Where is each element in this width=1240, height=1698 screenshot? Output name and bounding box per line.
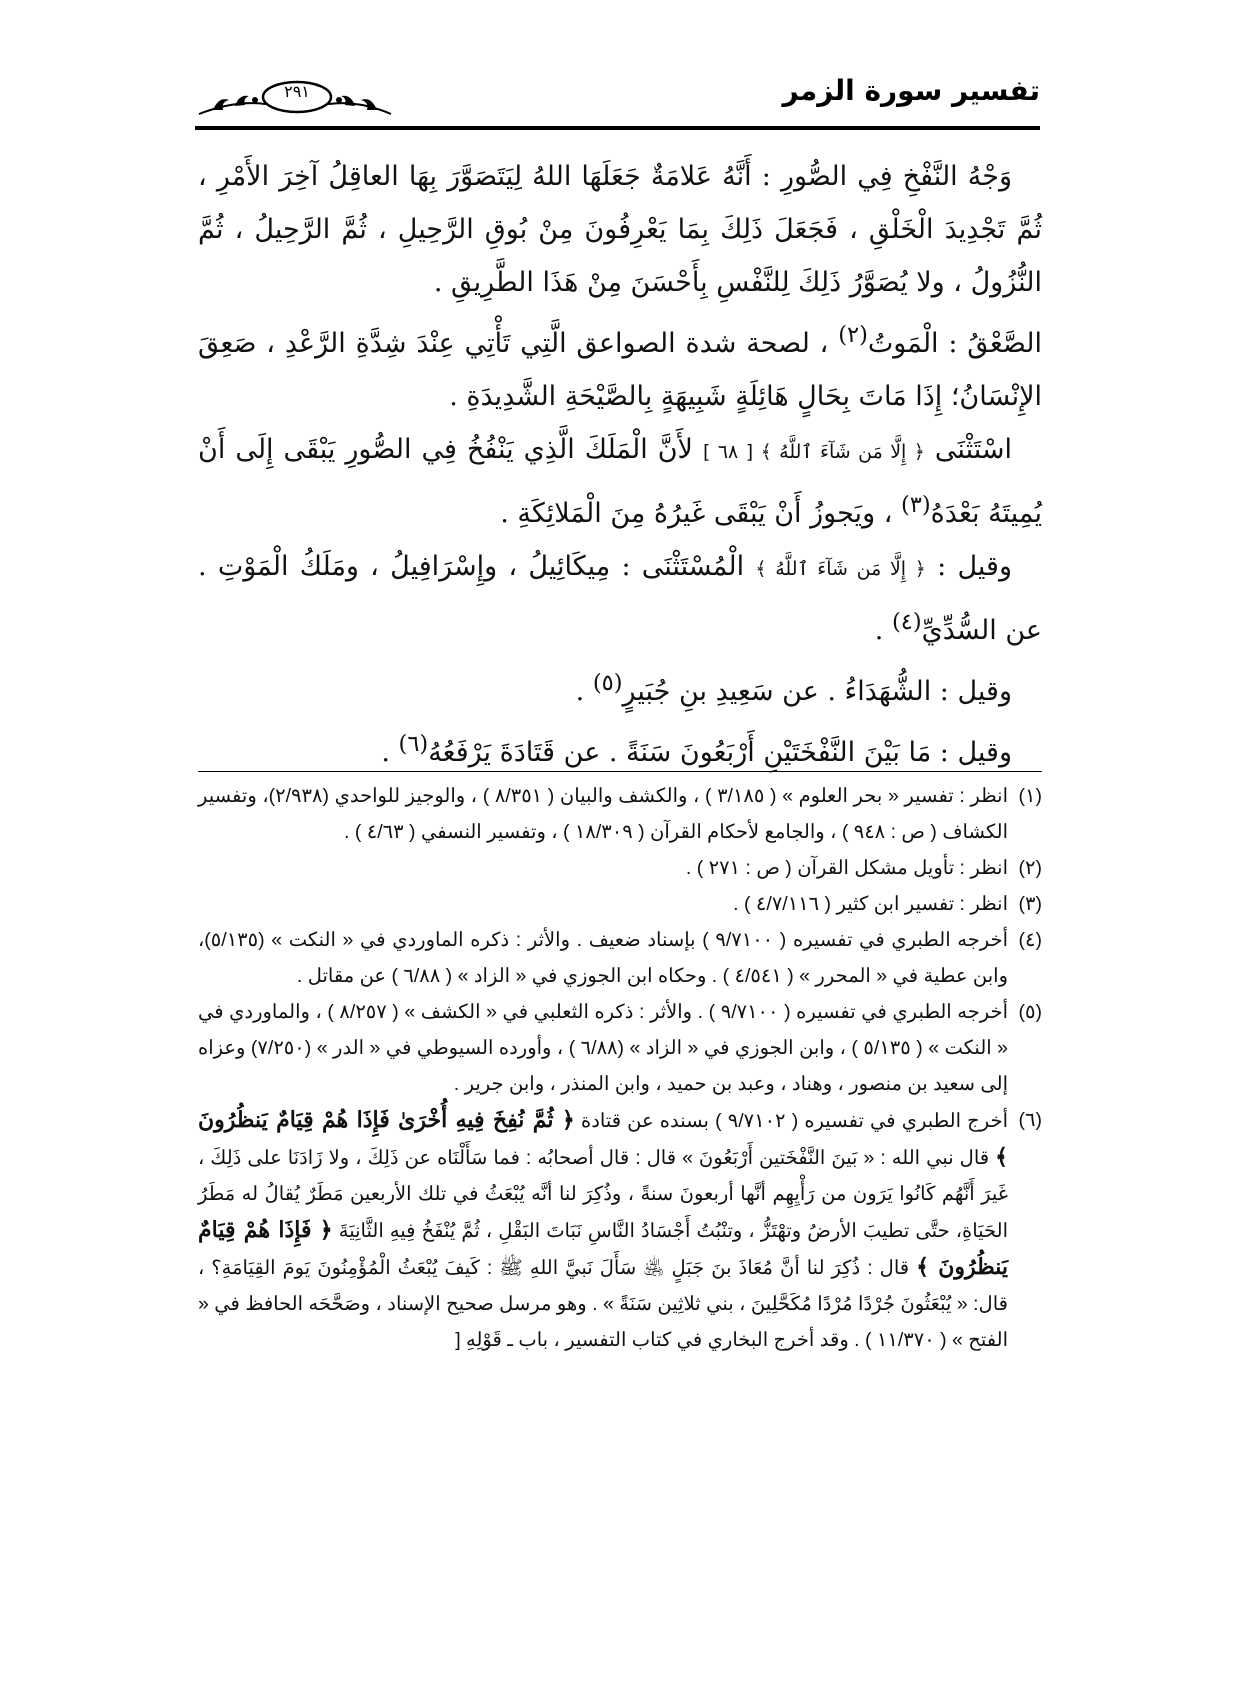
footnote-number: (٤)	[1018, 929, 1042, 951]
footnote-6-quran-2: ﴿ فَإِذَا هُمْ قِيَامٌ يَنظُرُونَ ﴾	[198, 1217, 1008, 1280]
paragraph-3-mid: لأَنَّ الْمَلَكَ الَّذِي يَنْفُخُ فِي الصُّورِ يَبْقَى إِلَى أَنْ يُمِيتَهُ بَعْدَهُ	[198, 434, 1042, 529]
footnote-6-text-2: قال نبي الله : « بَينَ النَّفْخَتين أَرْبَعُونَ » قال : قال أصحابُه : فما سَأَلْنَاه عن ذَلِكَ ، ولا زَادَنَا على ذَلِكَ ، غَيرَ أَنَّهُم كَانُوا يَرَون من رَأْيِهِم أنَّها أربعونَ سنةً ، وذُكِرَ لنا أنَّه يُبْعَثُ في تلك الأربعين مَطَرٌ يُقالُ له مَطَرُ الحَيَاةِ، حتَّى تطيبَ الأرضُ وتهْتَزُّ ، وتنْبُتُ أَجْسَادُ النَّاسِ نَبَاتَ البَقْلِ ، ثُمَّ يُنْفَخُ فِيهِ الثَّانِيَةَ	[198, 1147, 1008, 1242]
footnote-ref-2: (٢)	[838, 322, 868, 348]
footnote-ref-5: (٥)	[592, 670, 623, 696]
footnote-text: انظر : تفسير ابن كثير ( ٤/٧/١١٦ ) .	[733, 893, 1008, 915]
footnote-6	[198, 1102, 1042, 1358]
footnote-number: (٦)	[1018, 1109, 1042, 1131]
footnote-2	[198, 850, 1042, 886]
paragraph-6-end: .	[381, 737, 399, 768]
surah-title: تفسير سورة الزمر	[782, 74, 1040, 107]
footnote-4	[198, 922, 1042, 994]
paragraph-6	[198, 718, 1042, 779]
footnote-text: انظر : تأويل مشكل القرآن ( ص : ٢٧١ ) .	[685, 857, 1008, 879]
header-rule	[195, 126, 1040, 130]
paragraph-2	[198, 309, 1042, 423]
footnote-ref-3: (٣)	[901, 492, 931, 518]
footnote-5	[198, 994, 1042, 1102]
paragraph-5-text: وقيل : الشُّهَدَاءُ . عن سَعِيدِ بنِ جُبَيرٍ	[622, 676, 1012, 707]
footnote-number: (٥)	[1018, 1001, 1042, 1023]
footnote-3	[198, 886, 1042, 922]
footnote-number: (٣)	[1018, 893, 1042, 915]
footnote-ref-4: (٤)	[891, 609, 922, 635]
paragraph-2-end: ، لصحة شدة الصواعق الَّتِي تَأْتِي عِنْدَ شِدَّةِ الرَّعْدِ ، صَعِقَ الإِنْسَانُ؛ إِذَا مَاتَ بِحَالٍ هَائِلَةٍ شَبِيهَةٍ بِالصَّيْحَةِ الشَّدِيدَةِ .	[198, 328, 1042, 412]
paragraph-3-end: ، ويَجوزُ أَنْ يَبْقَى غَيرُهُ مِنَ الْمَلائِكَةِ .	[500, 498, 901, 529]
paragraph-4-start: وقيل :	[925, 551, 1013, 582]
footnote-6-text-1: أخرج الطبري في تفسيره ( ٩/٧١٠٢ ) بسنده عن قتادة	[574, 1110, 1008, 1132]
paragraph-6-text: وقيل : مَا بَيْنَ النَّفْخَتَيْنِ أَرْبَعُونَ سَنَةً . عن قَتَادَةَ يَرْفَعُهُ	[428, 737, 1012, 768]
paragraph-5	[198, 657, 1042, 718]
quran-quote-2: ﴿ إِلَّا مَن شَآءَ ٱللَّهُ ﴾	[755, 558, 926, 580]
footnote-1	[198, 778, 1042, 850]
paragraph-5-end: .	[575, 676, 593, 707]
paragraph-2-start: الصَّعْقُ : الْمَوتُ	[867, 328, 1042, 359]
paragraph-4-end: .	[874, 615, 892, 646]
page-header	[195, 70, 1040, 130]
footnote-ref-6: (٦)	[398, 731, 429, 757]
paragraph-1: وَجْهُ النَّفْخِ فِي الصُّورِ : أَنَّهُ عَلامَةٌ جَعَلَهَا اللهُ لِيَتَصَوَّرَ بِهَا العاقِلُ آخِرَ الأَمْرِ ، ثُمَّ تَجْدِيدَ الْخَلْقِ ، فَجَعَلَ ذَلِكَ بِمَا يَعْرِفُونَ مِنْ بُوقِ الرَّحِيلِ ، ثُمَّ الرَّحِيلُ ، ثُمَّ النُّزُولُ ، ولا يُصَوَّرُ ذَلِكَ لِلنَّفْسِ بِأَحْسَنَ مِنْ هَذَا الطَّرِيقِ .	[198, 161, 1042, 298]
footnote-number: (٢)	[1018, 857, 1042, 879]
paragraph-3	[198, 423, 1042, 540]
footnote-text: أخرجه الطبري في تفسيره ( ٩/٧١٠٠ ) بإسناد ضعيف . والأثر : ذكره الماوردي في « النكت » (٥/١٣٥)، وابن عطية في « المحرر » ( ٤/٥٤١ ) . وحكاه ابن الجوزي في « الزاد » ( ٦/٨٨ ) عن مقاتل .	[198, 929, 1008, 987]
paragraph-4-mid: الْمُسْتَثْنَى : مِيكَائِيلُ ، وإِسْرَافِيلُ ، ومَلَكُ الْمَوْتِ . عن السُّدِّيِّ	[198, 551, 1042, 646]
footnote-text: انظر : تفسير « بحر العلوم » ( ٣/١٨٥ ) ، والكشف والبيان ( ٨/٣٥١ ) ، والوجيز للواحدي (٢/٩٣٨)، وتفسير الكشاف ( ص : ٩٤٨ ) ، والجامع لأحكام القرآن ( ١٨/٣٠٩ ) ، وتفسير النسفي ( ٤/٦٣ ) .	[198, 785, 1008, 843]
footnote-6-text-3: قال : ذُكِرَ لنا أنَّ مُعَاذَ بنَ جَبَلٍ ﵁ سَأَلَ نَبيَّ اللهِ ﷺ : كَيفَ يُبْعَثُ الْمُؤْمِنُونَ يَومَ القِيَامَةِ؟ ، قال: « يُبْعَثُونَ جُرْدًا مُرْدًا مُكَحَّلِينَ ، بني ثلاثِين سَنَةً » . وهو مرسل صحيح الإسناد ، وصَحَّحَه الحافظ في « الفتح » ( ١١/٣٧٠ ) . وقد أخرج البخاري في كتاب التفسير ، باب ـ قَوْلِهِ [	[198, 1257, 1008, 1351]
footnote-text: أخرجه الطبري في تفسيره ( ٩/٧١٠٠ ) . والأثر : ذكره الثعلبي في « الكشف » ( ٨/٢٥٧ ) ، والماوردي في « النكت » ( ٥/١٣٥ ) ، وابن الجوزي في « الزاد » (٦/٨٨ ) ، وأورده السيوطي في « الدر » (٧/٢٥٠) وعزاه إلى سعيد بن منصور ، وهناد ، وعبد بن حميد ، وابن المنذر ، وابن جرير .	[198, 1001, 1008, 1095]
footnote-number: (١)	[1018, 785, 1042, 807]
main-text	[198, 150, 1042, 779]
footnotes	[198, 778, 1042, 1358]
footnote-separator	[198, 771, 1042, 772]
page-number: ٢٩١	[284, 82, 310, 101]
footnote-6-quran-1: ﴿ ثُمَّ نُفِخَ فِيهِ أُخْرَىٰ فَإِذَا هُمْ قِيَامٌ يَنظُرُونَ ﴾	[198, 1107, 1008, 1170]
paragraph-4	[198, 540, 1042, 657]
quran-quote-1: ﴿ إِلَّا مَن شَآءَ ٱللَّهُ ﴾ [ ٦٨ ]	[702, 441, 925, 463]
paragraph-3-start: اسْتَثْنَى	[924, 434, 1012, 465]
